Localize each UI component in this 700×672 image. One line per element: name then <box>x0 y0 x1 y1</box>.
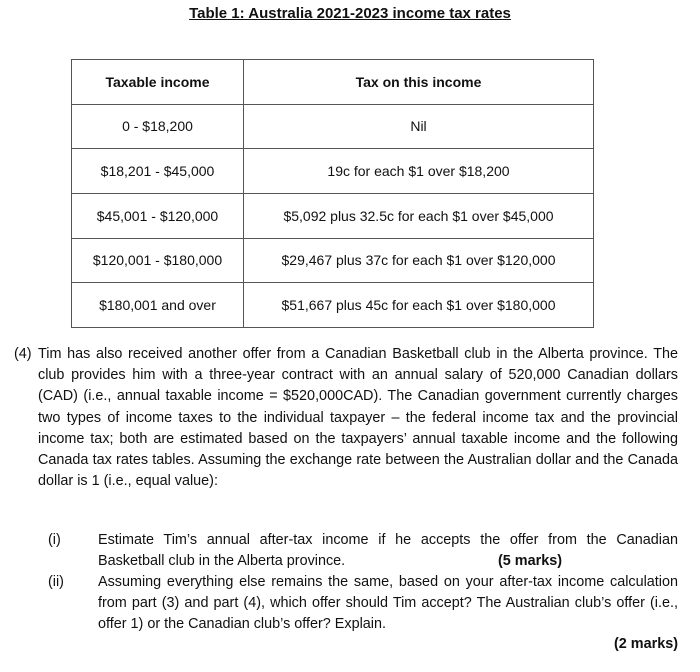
table-row <box>72 104 594 149</box>
table-row <box>72 283 594 328</box>
table-row <box>72 193 594 238</box>
table-row <box>72 238 594 283</box>
tax-rule-cell: Nil <box>244 104 594 149</box>
subpart-marks: (2 marks) <box>614 636 678 652</box>
question-4 <box>14 344 678 492</box>
subpart-i <box>44 530 678 572</box>
header-taxable-income: Taxable income <box>72 60 244 105</box>
subpart-number: (i) <box>48 532 61 548</box>
subpart-marks: (5 marks) <box>498 553 562 569</box>
income-bracket-cell: $45,001 - $120,000 <box>72 193 244 238</box>
table-title: Table 1: Australia 2021-2023 income tax rates <box>189 5 511 22</box>
tax-rule-cell: 19c for each $1 over $18,200 <box>244 149 594 194</box>
income-bracket-cell: $120,001 - $180,000 <box>72 238 244 283</box>
income-bracket-cell: $18,201 - $45,000 <box>72 149 244 194</box>
header-tax-on-income: Tax on this income <box>244 60 594 105</box>
subpart-ii <box>44 572 678 636</box>
tax-rates-table <box>71 59 594 328</box>
tax-rule-cell: $5,092 plus 32.5c for each $1 over $45,000 <box>244 193 594 238</box>
tax-rule-cell: $51,667 plus 45c for each $1 over $180,000 <box>244 283 594 328</box>
tax-rule-cell: $29,467 plus 37c for each $1 over $120,000 <box>244 238 594 283</box>
subpart-text: Estimate Tim’s annual after-tax income if he accepts the offer from the Canadian Basketball club in the Alberta province. <box>98 532 678 570</box>
income-bracket-cell: 0 - $18,200 <box>72 104 244 149</box>
question-text: Tim has also received another offer from a Canadian Basketball club in the Alberta province. The club provides him with a three-year contract with an annual salary of 520,000 Canadian dollars (CAD) (i.e., annual taxable income = $520,000CAD). The Canadian government currently charges two types of income taxes to the individual taxpayer – the federal income tax and the provincial income tax; both are estimated based on the taxpayers’ annual taxable income and the following Canada tax rates tables. Assuming the exchange rate between the Australian dollar and the Canada dollar is 1 (i.e., equal value): <box>38 346 678 490</box>
subpart-number: (ii) <box>48 574 64 590</box>
question-number: (4) <box>14 346 32 362</box>
income-bracket-cell: $180,001 and over <box>72 283 244 328</box>
subpart-text: Assuming everything else remains the same, based on your after-tax income calculation from part (3) and part (4), which offer should Tim accept? The Australian club’s offer (i.e., offer 1) or the Canadian club’s offer? Explain. <box>98 574 678 633</box>
table-row <box>72 149 594 194</box>
table-header-row <box>72 60 594 105</box>
